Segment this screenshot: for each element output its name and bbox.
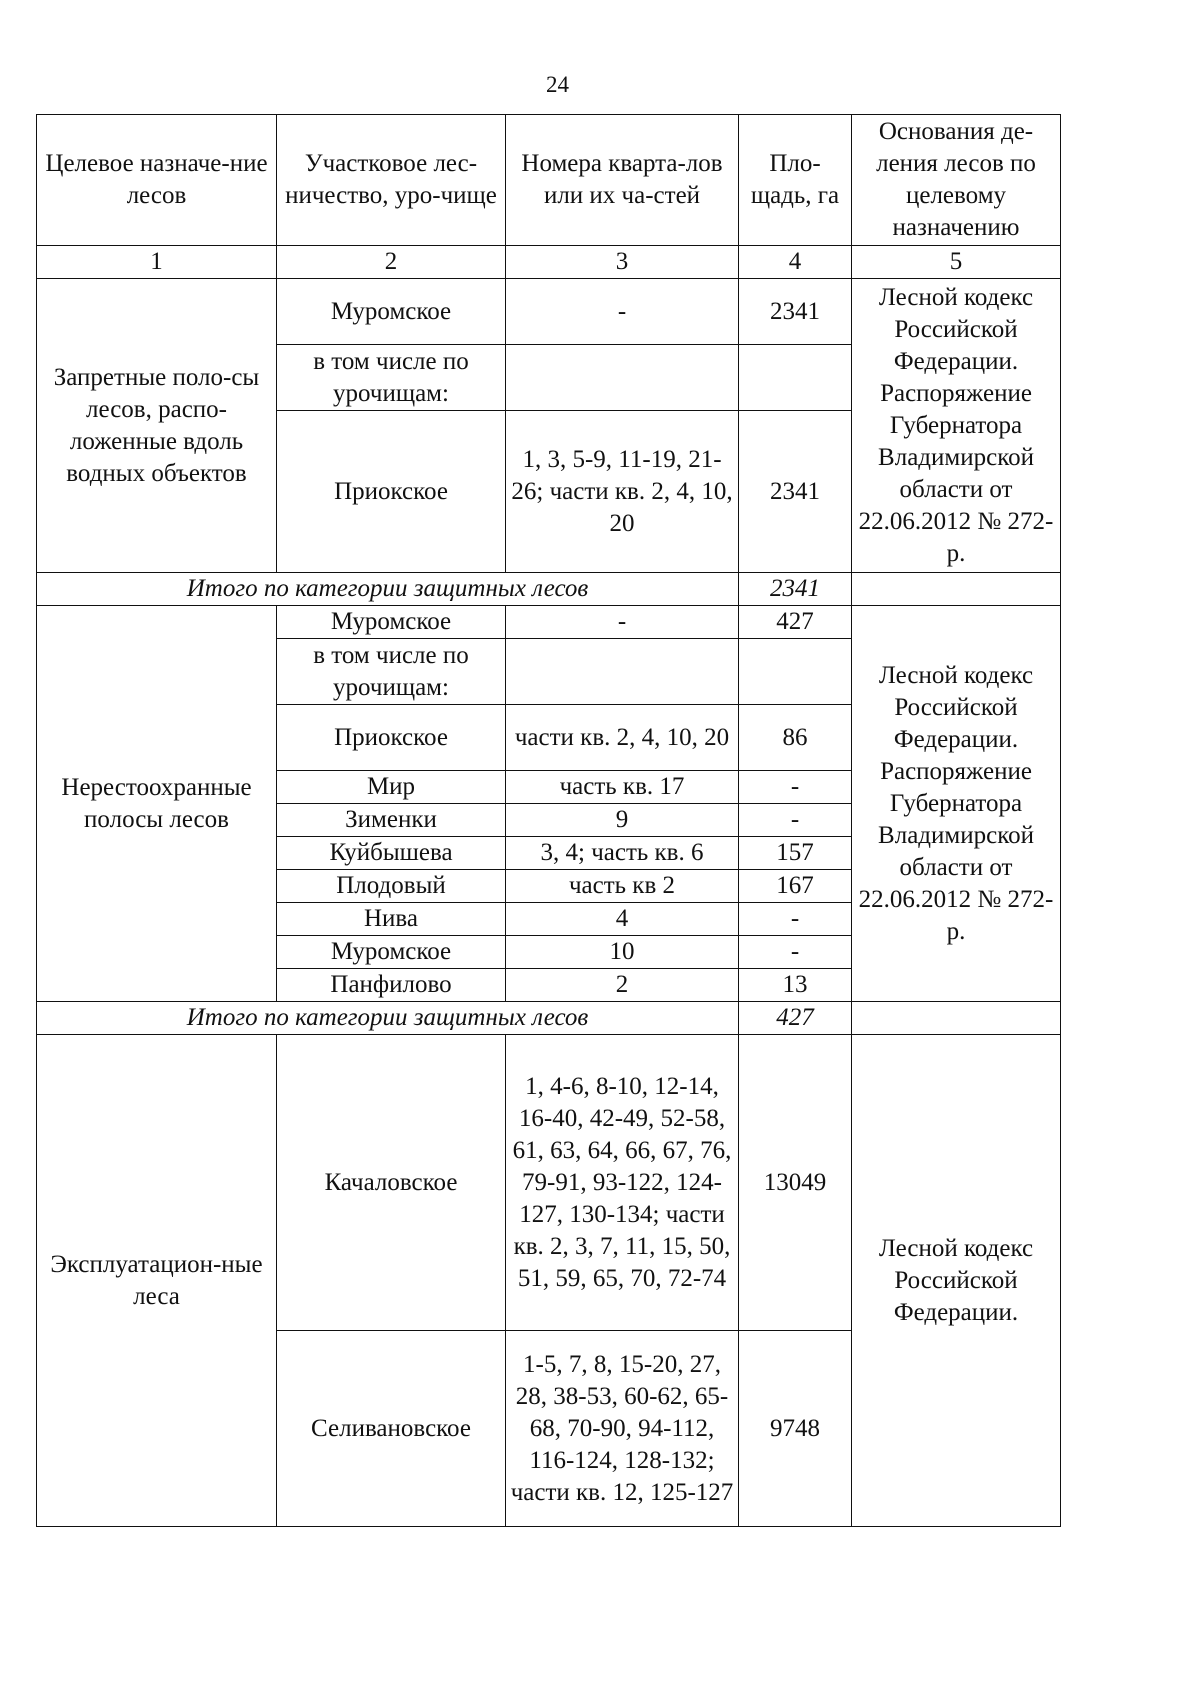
header-forestry: Участковое лес-ничество, уро-чище [277, 115, 506, 246]
total-row [37, 573, 1061, 606]
forestry-cell: Панфилово [277, 969, 506, 1002]
area-cell: 157 [739, 837, 852, 870]
page-number: 24 [546, 72, 569, 97]
forestry-cell: Мир [277, 771, 506, 804]
forestry-cell: Муромское [277, 279, 506, 345]
header-purpose: Целевое назначе-ние лесов [37, 115, 277, 246]
area-cell: 9748 [739, 1331, 852, 1527]
forestry-cell: Зименки [277, 804, 506, 837]
total-label: Итого по категории защитных лесов [37, 1002, 739, 1035]
forestry-cell: в том числе по урочищам: [277, 639, 506, 705]
column-number: 5 [852, 246, 1061, 279]
forestry-cell: Приокское [277, 705, 506, 771]
quarters-cell: 3, 4; часть кв. 6 [506, 837, 739, 870]
header-basis: Основания де-ления лесов по целевому назначению [852, 115, 1061, 246]
header-area: Пло-щадь, га [739, 115, 852, 246]
table-row [37, 606, 1061, 639]
quarters-cell: 2 [506, 969, 739, 1002]
quarters-cell: части кв. 2, 4, 10, 20 [506, 705, 739, 771]
table-row [37, 1035, 1061, 1331]
quarters-cell: 10 [506, 936, 739, 969]
column-number: 3 [506, 246, 739, 279]
quarters-cell [506, 345, 739, 411]
area-cell: 13 [739, 969, 852, 1002]
quarters-cell: 1-5, 7, 8, 15-20, 27, 28, 38-53, 60-62, 65-68, 70-90, 94-112, 116-124, 128-132; части кв. 12, 125-127 [506, 1331, 739, 1527]
quarters-cell: часть кв 2 [506, 870, 739, 903]
column-number: 4 [739, 246, 852, 279]
area-cell [739, 345, 852, 411]
basis-cell: Лесной кодекс Российской Федерации. Распоряжение Губернатора Владимирской области от 22.06.2012 № 272-р. [852, 606, 1061, 1002]
empty-cell [852, 1002, 1061, 1035]
quarters-cell: 1, 4-6, 8-10, 12-14, 16-40, 42-49, 52-58, 61, 63, 64, 66, 67, 76, 79-91, 93-122, 124-127, 130-134; части кв. 2, 3, 7, 11, 15, 50, 51, 59, 65, 70, 72-74 [506, 1035, 739, 1331]
purpose-cell: Запретные поло-сы лесов, распо-ложенные вдоль водных объектов [37, 279, 277, 573]
basis-cell: Лесной кодекс Российской Федерации. Распоряжение Губернатора Владимирской области от 22.06.2012 № 272-р. [852, 279, 1061, 573]
column-number-row [37, 246, 1061, 279]
quarters-cell: 9 [506, 804, 739, 837]
forestry-cell: Селивановское [277, 1331, 506, 1527]
area-cell: 86 [739, 705, 852, 771]
forestry-cell: в том числе по урочищам: [277, 345, 506, 411]
quarters-cell: - [506, 606, 739, 639]
area-cell [739, 639, 852, 705]
total-label: Итого по категории защитных лесов [37, 573, 739, 606]
area-cell: - [739, 771, 852, 804]
purpose-cell: Эксплуатацион-ные леса [37, 1035, 277, 1527]
column-number: 1 [37, 246, 277, 279]
header-row [37, 115, 1061, 246]
area-cell: 13049 [739, 1035, 852, 1331]
area-cell: 167 [739, 870, 852, 903]
forestry-cell: Приокское [277, 411, 506, 573]
forest-purpose-table [36, 114, 1061, 1527]
forestry-cell: Муромское [277, 936, 506, 969]
area-cell: - [739, 804, 852, 837]
forestry-cell: Муромское [277, 606, 506, 639]
column-number: 2 [277, 246, 506, 279]
area-cell: - [739, 903, 852, 936]
area-cell: 2341 [739, 279, 852, 345]
area-cell: 2341 [739, 411, 852, 573]
quarters-cell: часть кв. 17 [506, 771, 739, 804]
forestry-cell: Качаловское [277, 1035, 506, 1331]
empty-cell [852, 573, 1061, 606]
purpose-cell: Нерестоохранные полосы лесов [37, 606, 277, 1002]
area-cell: - [739, 936, 852, 969]
forestry-cell: Куйбышева [277, 837, 506, 870]
quarters-cell: 4 [506, 903, 739, 936]
quarters-cell: 1, 3, 5-9, 11-19, 21-26; части кв. 2, 4, 10, 20 [506, 411, 739, 573]
table-row [37, 279, 1061, 345]
total-value: 427 [739, 1002, 852, 1035]
quarters-cell: - [506, 279, 739, 345]
quarters-cell [506, 639, 739, 705]
total-row [37, 1002, 1061, 1035]
area-cell: 427 [739, 606, 852, 639]
forestry-cell: Нива [277, 903, 506, 936]
forestry-cell: Плодовый [277, 870, 506, 903]
total-value: 2341 [739, 573, 852, 606]
header-quarters: Номера кварта-лов или их ча-стей [506, 115, 739, 246]
basis-cell: Лесной кодекс Российской Федерации. [852, 1035, 1061, 1527]
